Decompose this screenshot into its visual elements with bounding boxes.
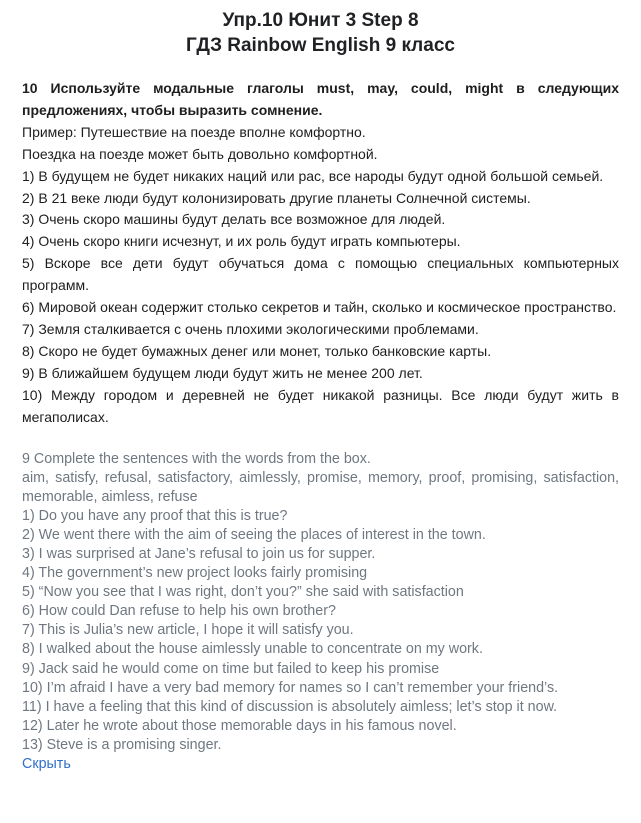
- exercise-10-task: 10 Используйте модальные глаголы must, may, could, might в следующих предложениях, чтобы выразить сомнение.: [22, 80, 619, 118]
- exercise-10-item-7: 7) Земля сталкивается с очень плохими экологическими проблемами.: [22, 320, 479, 337]
- exercise-9-item-2: 2) We went there with the aim of seeing the places of interest in the town.: [22, 526, 486, 543]
- exercise-10-example-answer: Поездка на поезде может быть довольно комфортной.: [22, 145, 378, 162]
- hide-link[interactable]: Скрыть: [22, 756, 71, 772]
- exercise-9-word-box: aim, satisfy, refusal, satisfactory, aimlessly, promise, memory, proof, promising, satisfaction, memorable, aimless, refuse: [22, 469, 619, 505]
- exercise-10-item-1: 1) В будущем не будет никаких наций или рас, все народы будут одной большой семьей.: [22, 167, 604, 184]
- exercise-9-item-13: 13) Steve is a promising singer.: [22, 736, 222, 753]
- exercise-10-item-3: 3) Очень скоро машины будут делать все возможное для людей.: [22, 211, 446, 228]
- exercise-9-item-10: 10) I’m afraid I have a very bad memory for names so I can’t remember your friend’s.: [22, 679, 559, 696]
- exercise-10-item-10: 10) Между городом и деревней не будет никакой разницы. Все люди будут жить в мегаполисах.: [22, 386, 619, 425]
- exercise-9-item-1: 1) Do you have any proof that this is true?: [22, 507, 288, 524]
- exercise-9-item-11: 11) I have a feeling that this kind of discussion is absolutely aimless; let’s stop it now.: [22, 698, 558, 715]
- exercise-9-item-7: 7) This is Julia’s new article, I hope it will satisfy you.: [22, 622, 354, 639]
- title-line-1: Упр.10 Юнит 3 Step 8: [222, 10, 419, 31]
- exercise-10-item-8: 8) Скоро не будет бумажных денег или монет, только банковские карты.: [22, 342, 492, 359]
- exercise-9-item-6: 6) How could Dan refuse to help his own brother?: [22, 603, 336, 620]
- exercise-10-item-9: 9) В ближайшем будущем люди будут жить не менее 200 лет.: [22, 364, 423, 381]
- exercise-10-item-4: 4) Очень скоро книги исчезнут, и их роль будут играть компьютеры.: [22, 233, 461, 250]
- exercise-9-item-8: 8) I walked about the house aimlessly unable to concentrate on my work.: [22, 641, 483, 658]
- exercise-9-task: 9 Complete the sentences with the words from the box.: [22, 450, 371, 467]
- exercise-10-item-6: 6) Мировой океан содержит столько секретов и тайн, сколько и космическое пространство.: [22, 299, 617, 316]
- exercise-9-item-12: 12) Later he wrote about those memorable days in his famous novel.: [22, 717, 457, 734]
- title-line-2: ГДЗ Rainbow English 9 класс: [186, 35, 455, 56]
- exercise-10-item-5: 5) Вскоре все дети будут обучаться дома с помощью специальных компьютерных программ.: [22, 255, 619, 294]
- exercise-10-item-2: 2) В 21 веке люди будут колонизировать другие планеты Солнечной системы.: [22, 189, 531, 206]
- exercise-9-item-4: 4) The government’s new project looks fairly promising: [22, 565, 368, 582]
- exercise-9-item-9: 9) Jack said he would come on time but failed to keep his promise: [22, 660, 440, 677]
- exercise-10-example: Пример: Путешествие на поезде вполне комфортно.: [22, 123, 366, 140]
- page-title: [22, 8, 619, 58]
- exercise-10-section: [22, 78, 619, 429]
- exercise-9-section: [22, 450, 619, 775]
- exercise-9-item-3: 3) I was surprised at Jane’s refusal to join us for supper.: [22, 545, 376, 562]
- exercise-9-item-5: 5) “Now you see that I was right, don’t you?” she said with satisfaction: [22, 584, 464, 601]
